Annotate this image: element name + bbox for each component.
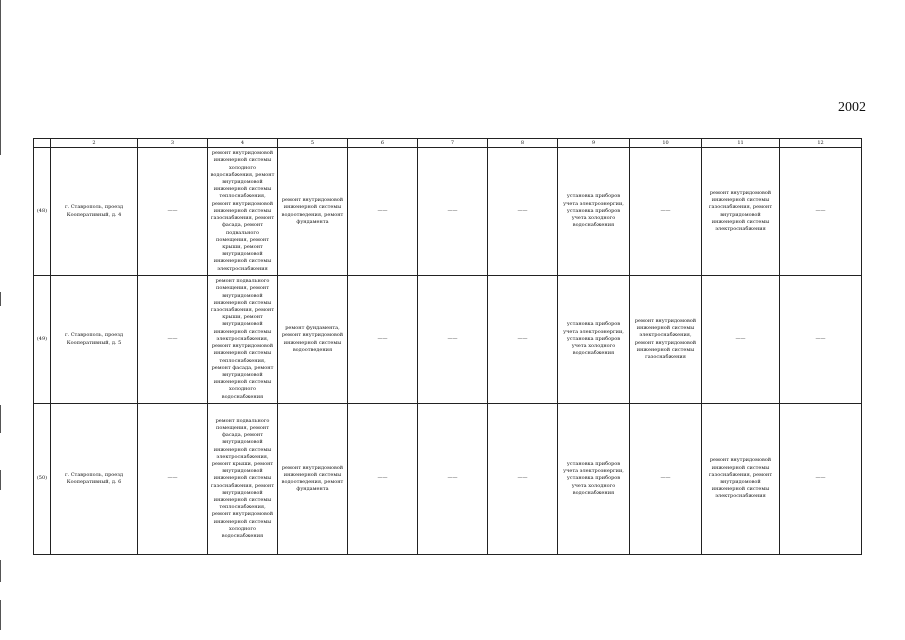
works-cell: ремонт подвального помещения, ремонт внутридомовой инженерной системы газоснабжения, ремонт крыши, ремонт внутридомовой инженерной системы электроснабжения, ремонт внутридомовой инженерной системы теплоснабжения, ремонт фасада, ремонт внутридомовой инженерной системы холодного водоснабжения xyxy=(208,276,278,404)
column-number-row xyxy=(34,139,862,148)
column-number: 12 xyxy=(780,139,862,148)
works-cell: ремонт внутридомовой инженерной системы водоотведения, ремонт фундамента xyxy=(278,148,348,276)
table-row xyxy=(34,148,862,276)
scan-edge-mark xyxy=(0,600,1,630)
table-cell: —— xyxy=(418,276,488,404)
row-number: (48) xyxy=(34,148,51,276)
table-cell: —— xyxy=(138,404,208,555)
row-number: (49) xyxy=(34,276,51,404)
works-cell: ремонт подвального помещения, ремонт фасада, ремонт внутридомовой инженерной системы электроснабжения, ремонт крыши, ремонт внутридомовой инженерной системы газоснабжения, ремонт внутридомовой инженерной системы теплоснабжения, ремонт внутридомовой инженерной системы холодного водоснабжения xyxy=(208,404,278,555)
table-row xyxy=(34,404,862,555)
works-cell: ремонт внутридомовой инженерной системы газоснабжения, ремонт внутридомовой инженерной системы электроснабжения xyxy=(702,148,780,276)
column-number: 11 xyxy=(702,139,780,148)
table-cell: —— xyxy=(702,276,780,404)
table-cell: —— xyxy=(630,148,702,276)
works-cell: ремонт внутридомовой инженерной системы водоотведения, ремонт фундамента xyxy=(278,404,348,555)
column-number: 4 xyxy=(208,139,278,148)
works-cell: установка приборов учета электроэнергии, установка приборов учета холодного водоснабжения xyxy=(558,404,630,555)
table-cell: —— xyxy=(780,276,862,404)
works-cell: установка приборов учета электроэнергии, установка приборов учета холодного водоснабжения xyxy=(558,148,630,276)
table-cell: —— xyxy=(780,148,862,276)
column-number: 3 xyxy=(138,139,208,148)
scan-edge-mark xyxy=(0,0,1,155)
address-cell: г. Ставрополь, проезд Кооперативный, д. 4 xyxy=(51,148,138,276)
address-cell: г. Ставрополь, проезд Кооперативный, д. 6 xyxy=(51,404,138,555)
column-number: 9 xyxy=(558,139,630,148)
column-number: 6 xyxy=(348,139,418,148)
table-cell: —— xyxy=(418,148,488,276)
table-cell: —— xyxy=(348,404,418,555)
works-cell: установка приборов учета электроэнергии, установка приборов учета холодного водоснабжения xyxy=(558,276,630,404)
column-number: 2 xyxy=(51,139,138,148)
works-cell: ремонт внутридомовой инженерной системы холодного водоснабжения, ремонт внутридомовой инженерной системы теплоснабжения, ремонт внутридомовой инженерной системы газоснабжения, ремонт фасада, ремонт подвального помещения, ремонт крыши, ремонт внутридомовой инженерной системы электроснабжения xyxy=(208,148,278,276)
row-number: (50) xyxy=(34,404,51,555)
works-cell: ремонт внутридомовой инженерной системы электроснабжения, ремонт внутридомовой инженерной системы газоснабжения xyxy=(630,276,702,404)
works-cell: ремонт внутридомовой инженерной системы газоснабжения, ремонт внутридомовой инженерной системы электроснабжения xyxy=(702,404,780,555)
table-cell: —— xyxy=(138,276,208,404)
column-number: 8 xyxy=(488,139,558,148)
table-cell: —— xyxy=(348,148,418,276)
scan-edge-mark xyxy=(0,405,1,433)
table-cell: —— xyxy=(630,404,702,555)
column-number: 10 xyxy=(630,139,702,148)
repair-plan-table xyxy=(33,138,862,555)
scan-edge-mark xyxy=(0,470,1,490)
scan-edge-mark xyxy=(0,292,1,306)
address-cell: г. Ставрополь, проезд Кооперативный, д. 5 xyxy=(51,276,138,404)
table-cell: —— xyxy=(488,148,558,276)
works-cell: ремонт фундамента, ремонт внутридомовой инженерной системы водоотведения xyxy=(278,276,348,404)
page-number: 2002 xyxy=(838,100,866,115)
column-number: 5 xyxy=(278,139,348,148)
table-cell: —— xyxy=(488,404,558,555)
table-cell: —— xyxy=(488,276,558,404)
table-cell: —— xyxy=(418,404,488,555)
table-row xyxy=(34,276,862,404)
scan-edge-mark xyxy=(0,560,1,582)
table-cell: —— xyxy=(138,148,208,276)
column-number: 7 xyxy=(418,139,488,148)
table-cell: —— xyxy=(780,404,862,555)
column-number xyxy=(34,139,51,148)
table-cell: —— xyxy=(348,276,418,404)
